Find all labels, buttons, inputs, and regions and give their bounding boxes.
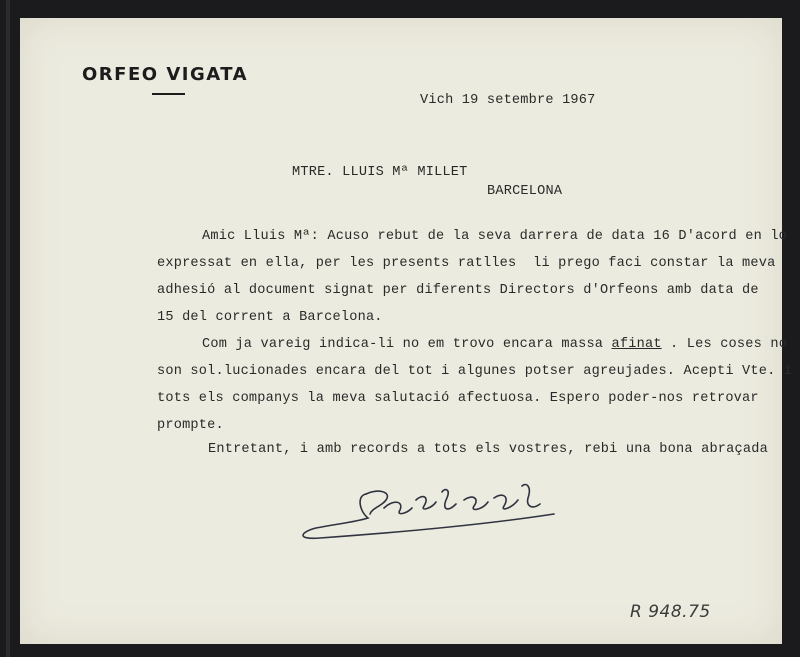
body-line: expressat en ella, per les presents ratlles li prego faci constar la meva [157,256,776,271]
underlined-word: afinat [611,337,662,352]
body-line: 15 del corrent a Barcelona. [157,310,383,325]
letter-sheet [20,18,782,644]
body-line: son sol.lucionades encara del tot i algunes potser agreujades. Acepti Vte. i [157,364,793,379]
recipient-city: BARCELONA [487,184,563,199]
body-line: prompte. [157,418,224,433]
body-line: Amic Lluis Mª: Acuso rebut de la seva darrera de data 16 D'acord en lo [202,229,788,244]
letterhead-title: ORFEO VIGATA [82,64,249,85]
body-line: adhesió al document signat per diferents Directors d'Orfeons amb data de [157,283,759,298]
closing-line: Entretant, i amb records a tots els vostres, rebi una bona abraçada [208,442,768,457]
body-text: . Les coses no [661,337,788,352]
archive-shelfmark: R 948.75 [630,602,711,622]
letterhead-underline [152,93,185,95]
date-line: Vich 19 setembre 1967 [420,93,596,108]
recipient-name: MTRE. LLUIS Mª MILLET [292,165,468,180]
handwritten-signature [296,478,596,548]
body-line [202,337,787,352]
body-text: Com ja vareig indica-li no em trovo encara massa [202,337,612,352]
body-line: tots els companys la meva salutació afectuosa. Espero poder-nos retrovar [157,391,759,406]
scan-edge [6,0,10,657]
